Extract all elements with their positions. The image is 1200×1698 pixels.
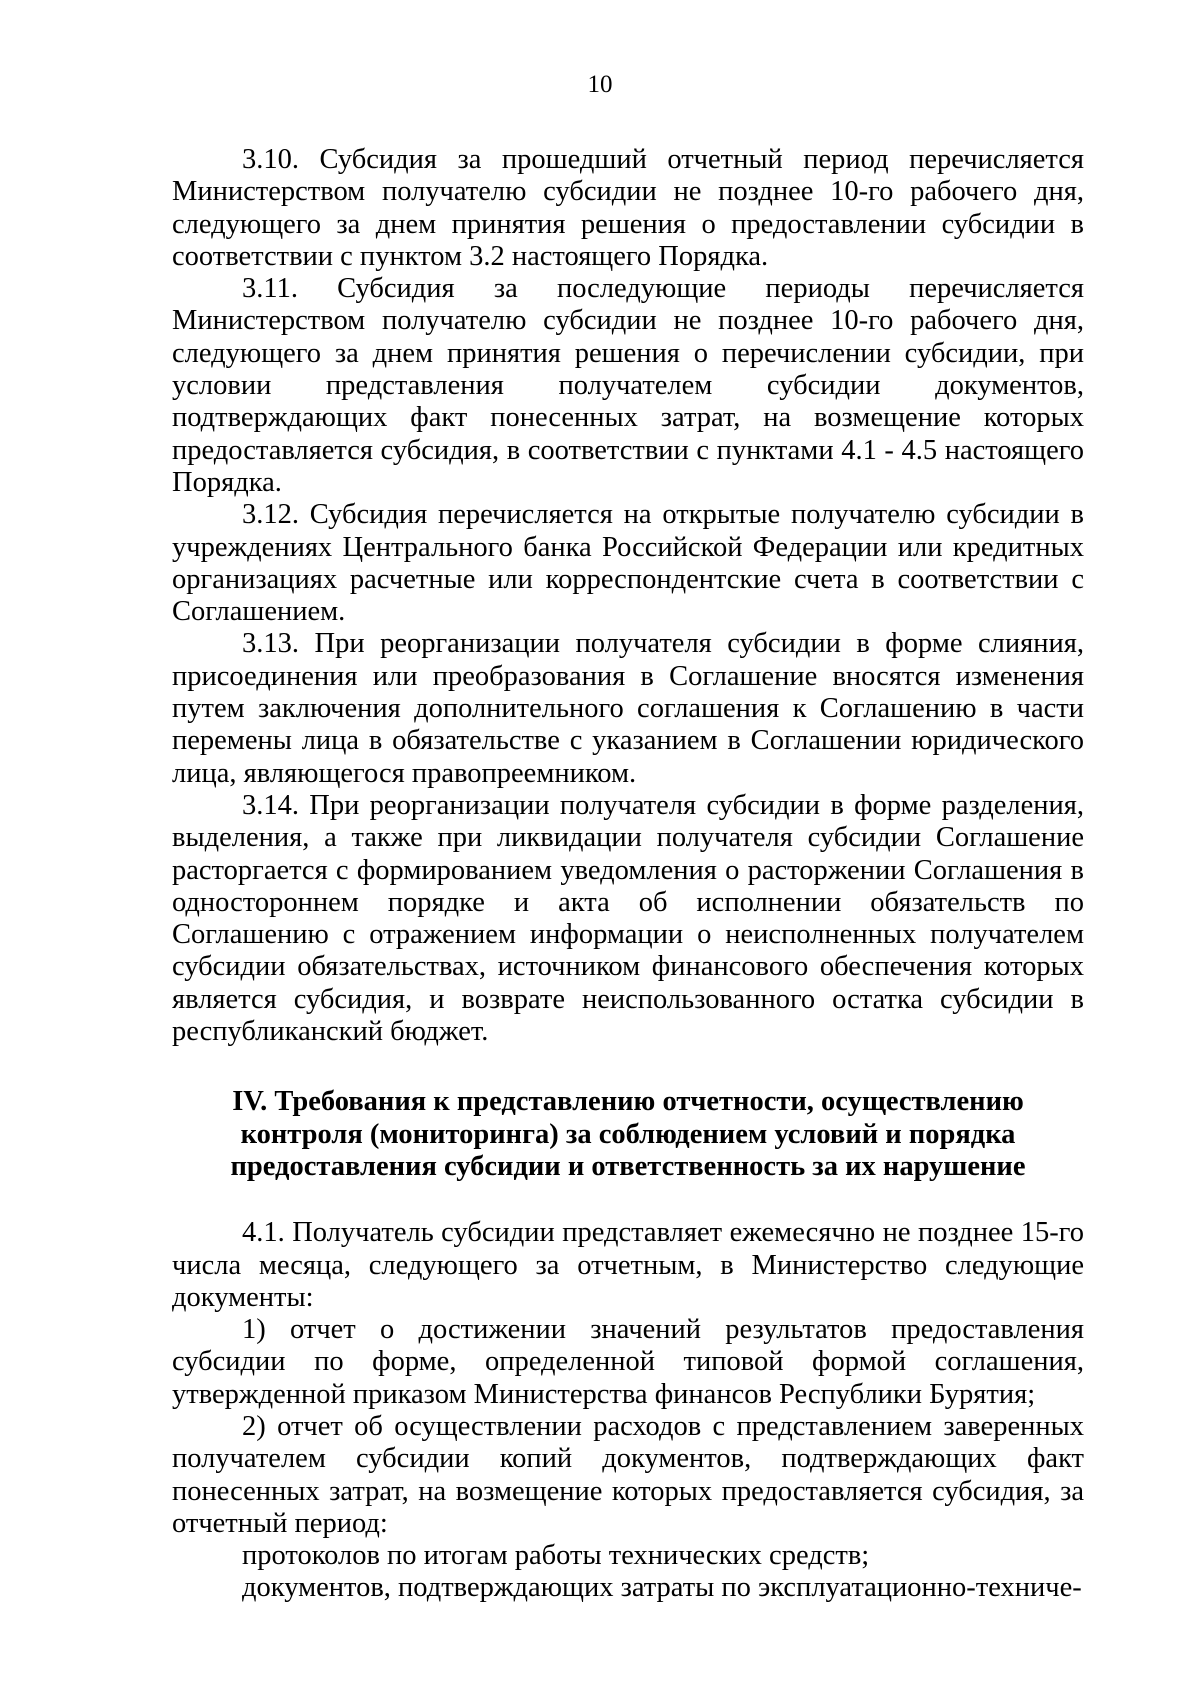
section-heading	[172, 1086, 1084, 1183]
paragraph-3-12: 3.12. Субсидия перечисляется на открытые получателю субсидии в учреждениях Центрального банка Российской Федерации или кредитных организациях расчетные или корреспондентские счета в соответствии с Соглашением.	[172, 499, 1084, 628]
section-heading-line: предоставления субсидии и ответственность за их нарушение	[230, 1150, 1026, 1182]
paragraph-4-1: 4.1. Получатель субсидии представляет ежемесячно не позднее 15-го числа месяца, следующего за отчетным, в Министерство следующие документы:	[172, 1217, 1084, 1313]
section-heading-line: IV. Требования к представлению отчетности, осуществлению	[232, 1086, 1024, 1118]
sub-list-item: документов, подтверждающих затраты по эксплуатационно-техниче-	[242, 1572, 1082, 1604]
list-item: 1) отчет о достижении значений результатов предоставления субсидии по форме, определенной типовой формой соглашения, утвержденной приказом Министерства финансов Республики Бурятия;	[172, 1314, 1084, 1410]
sub-list-item: протоколов по итогам работы технических средств;	[242, 1540, 870, 1572]
paragraph-3-14: 3.14. При реорганизации получателя субсидии в форме разделения, выделения, а также при ликвидации получателя субсидии Соглашение расторгается с формированием уведомления о расторжении Соглашения в одностороннем порядке и акта об исполнении обязательств по Соглашению с отражением информации о неисполненных получателем субсидии обязательствах, источником финансового обеспечения которых является субсидия, и возврате неиспользованного остатка субсидии в республиканский бюджет.	[172, 789, 1084, 1048]
list-item: 2) отчет об осуществлении расходов с представлением заверенных получателем субсидии копий документов, подтверждающих факт понесенных затрат, на возмещение которых предоставляется субсидия, за отчетный период:	[172, 1410, 1084, 1539]
paragraph-3-10: 3.10. Субсидия за прошедший отчетный период перечисляется Министерством получателю субсидии не позднее 10-го рабочего дня, следующего за днем принятия решения о предоставлении субсидии в соответствии с пунктом 3.2 настоящего Порядка.	[172, 144, 1084, 272]
page-number: 10	[587, 71, 613, 98]
paragraph-3-11: 3.11. Субсидия за последующие периоды перечисляется Министерством получателю субсидии не позднее 10-го рабочего дня, следующего за днем принятия решения о перечислении субсидии, при условии представления получателем субсидии документов, подтверждающих факт понесенных затрат, на возмещение которых предоставляется субсидия, в соответствии с пунктами 4.1 - 4.5 настоящего Порядка.	[172, 273, 1084, 498]
document-body	[172, 144, 1084, 1605]
section-heading-line: контроля (мониторинга) за соблюдением условий и порядка	[240, 1118, 1016, 1150]
paragraph-3-13: 3.13. При реорганизации получателя субсидии в форме слияния, присоединения или преобразования в Соглашение вносятся изменения путем заключения дополнительного соглашения к Соглашению в части перемены лица в обязательстве с указанием в Соглашении юридического лица, являющегося правопреемником.	[172, 628, 1084, 789]
